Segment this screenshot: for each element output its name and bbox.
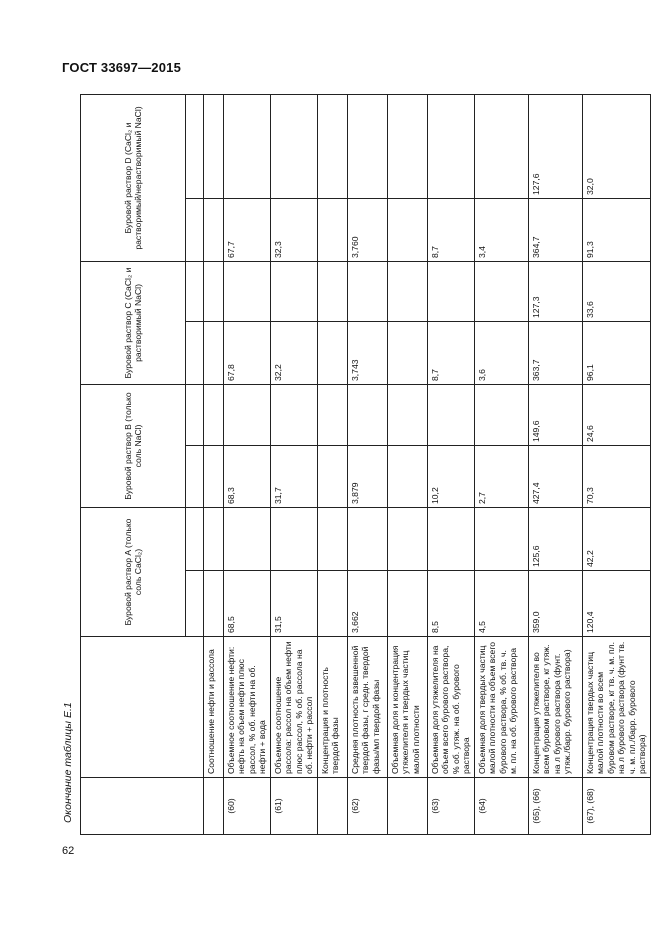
value-cell (317, 384, 347, 445)
row-code: (60) (224, 778, 271, 835)
value-cell (317, 571, 347, 637)
value-cell (224, 261, 271, 321)
row-label: Соотношение нефти и рассола (204, 637, 224, 778)
row-code (317, 778, 347, 835)
value-cell (204, 198, 224, 261)
table-row (427, 94, 474, 834)
value-cell: 32,2 (270, 321, 317, 384)
header-code-cell (81, 778, 204, 835)
column-header: Буровой раствор B (только соль NaCl) (81, 384, 186, 507)
value-cell: 67,7 (224, 198, 271, 261)
row-label: Средняя плотность взвешенной твердой фазы, г средн. твердой фазы/мл твердой фазы (347, 637, 387, 778)
value-cell (427, 508, 474, 571)
value-cell (387, 198, 427, 261)
value-cell (387, 446, 427, 508)
document-title: ГОСТ 33697—2015 (62, 60, 181, 75)
row-label: Концентрация утяжелителя во всем буровом растворе, кг утяж. на л бурового раствора (фунт. утяж./барр. бурового раствора) (528, 637, 582, 778)
value-cell: 3,662 (347, 571, 387, 637)
row-code (387, 778, 427, 835)
value-cell (387, 261, 427, 321)
value-cell: 24,6 (582, 384, 650, 445)
value-cell: 149,6 (528, 384, 582, 445)
value-cell: 32,3 (270, 198, 317, 261)
value-cell: 359,0 (528, 571, 582, 637)
header-label-cell (81, 637, 204, 778)
table-row (224, 94, 271, 834)
value-cell: 33,6 (582, 261, 650, 321)
row-label: Объемное соотношение нефти: нефть на объем нефти плюс рассол, % об. нефти на об. нефти + вода (224, 637, 271, 778)
value-cell (387, 508, 427, 571)
subheader-cell (186, 94, 204, 198)
data-table (80, 94, 651, 835)
column-header: Буровой раствор C (CaCl₂ и растворимый NaCl) (81, 261, 186, 384)
subheader-cell (186, 198, 204, 261)
value-cell (474, 261, 528, 321)
value-cell: 3,760 (347, 198, 387, 261)
row-code: (64) (474, 778, 528, 835)
value-cell: 68,5 (224, 571, 271, 637)
value-cell (347, 508, 387, 571)
value-cell (204, 261, 224, 321)
value-cell (204, 508, 224, 571)
table-row (474, 94, 528, 834)
table-body (204, 94, 651, 834)
value-cell (474, 508, 528, 571)
value-cell (224, 94, 271, 198)
value-cell (387, 571, 427, 637)
column-header: Буровой раствор D (CaCl₂ и растворимый/нерастворимый NaCl) (81, 94, 186, 261)
value-cell (204, 571, 224, 637)
value-cell: 427,4 (528, 446, 582, 508)
table-row (582, 94, 650, 834)
table-row (204, 94, 224, 834)
subheader-cell (186, 384, 204, 445)
value-cell (474, 384, 528, 445)
value-cell (427, 384, 474, 445)
value-cell: 3,6 (474, 321, 528, 384)
value-cell: 68,3 (224, 446, 271, 508)
value-cell: 364,7 (528, 198, 582, 261)
subheader-cell (186, 571, 204, 637)
column-header: Буровой раствор A (только соль CaCl₂) (81, 508, 186, 637)
table-row (528, 94, 582, 834)
table-caption: Окончание таблицы Е.1 (62, 702, 74, 823)
value-cell: 8,7 (427, 321, 474, 384)
row-code: (67), (68) (582, 778, 650, 835)
value-cell (387, 94, 427, 198)
table-row (270, 94, 317, 834)
value-cell: 42,2 (582, 508, 650, 571)
row-label: Объемная доля и концентрация утяжелителя и твердых частиц малой плотности (387, 637, 427, 778)
rotated-table-wrapper (80, 95, 648, 835)
value-cell (204, 446, 224, 508)
value-cell: 8,5 (427, 571, 474, 637)
table-row (387, 94, 427, 834)
value-cell: 363,7 (528, 321, 582, 384)
value-cell: 96,1 (582, 321, 650, 384)
row-label: Концентрация и плотность твердой фазы (317, 637, 347, 778)
value-cell (427, 94, 474, 198)
subheader-cell (186, 261, 204, 321)
value-cell (317, 198, 347, 261)
value-cell (270, 384, 317, 445)
value-cell: 67,8 (224, 321, 271, 384)
page-number: 62 (62, 845, 75, 857)
value-cell (347, 94, 387, 198)
value-cell: 3,743 (347, 321, 387, 384)
value-cell (204, 321, 224, 384)
value-cell (224, 508, 271, 571)
value-cell: 125,6 (528, 508, 582, 571)
table-row (317, 94, 347, 834)
row-code: (62) (347, 778, 387, 835)
value-cell: 32,0 (582, 94, 650, 198)
header-row (81, 94, 186, 834)
value-cell: 120,4 (582, 571, 650, 637)
value-cell (204, 384, 224, 445)
row-code: (61) (270, 778, 317, 835)
value-cell (204, 94, 224, 198)
value-cell: 127,6 (528, 94, 582, 198)
value-cell (347, 384, 387, 445)
value-cell (224, 384, 271, 445)
value-cell: 31,5 (270, 571, 317, 637)
value-cell: 70,3 (582, 446, 650, 508)
value-cell: 2,7 (474, 446, 528, 508)
value-cell (317, 321, 347, 384)
value-cell: 91,3 (582, 198, 650, 261)
table-row (347, 94, 387, 834)
subheader-cell (186, 321, 204, 384)
value-cell: 31,7 (270, 446, 317, 508)
value-cell: 8,7 (427, 198, 474, 261)
value-cell (270, 94, 317, 198)
row-label: Объемное соотношение рассола: рассол на объем нефти плюс рассол, % об. рассола на об. нефти + рассол (270, 637, 317, 778)
value-cell (317, 94, 347, 198)
row-code: (63) (427, 778, 474, 835)
row-label: Объемная доля твердых частиц малой плотности на объем всего бурового раствора, % об. тв. ч. м. пл. на об. бурового раствора (474, 637, 528, 778)
value-cell (347, 261, 387, 321)
value-cell (317, 508, 347, 571)
value-cell (387, 384, 427, 445)
value-cell (270, 261, 317, 321)
value-cell: 127,3 (528, 261, 582, 321)
value-cell (387, 321, 427, 384)
subheader-cell (186, 508, 204, 571)
value-cell (427, 261, 474, 321)
row-label: Концентрация твердых частиц малой плотности во всем буровом растворе, кг тв. ч. м. пл. на л бурового раствора (фунт тв. ч. м. пл./барр. бурового раствора) (582, 637, 650, 778)
value-cell: 3,4 (474, 198, 528, 261)
value-cell (474, 94, 528, 198)
value-cell: 3,879 (347, 446, 387, 508)
row-code: (65), (66) (528, 778, 582, 835)
value-cell: 4,5 (474, 571, 528, 637)
subheader-cell (186, 446, 204, 508)
value-cell (317, 261, 347, 321)
row-label: Объемная доля утяжелителя на объем всего бурового раствора, % об. утяж. на об. бурового раствора (427, 637, 474, 778)
row-code (204, 778, 224, 835)
value-cell (317, 446, 347, 508)
value-cell: 10,2 (427, 446, 474, 508)
value-cell (270, 508, 317, 571)
